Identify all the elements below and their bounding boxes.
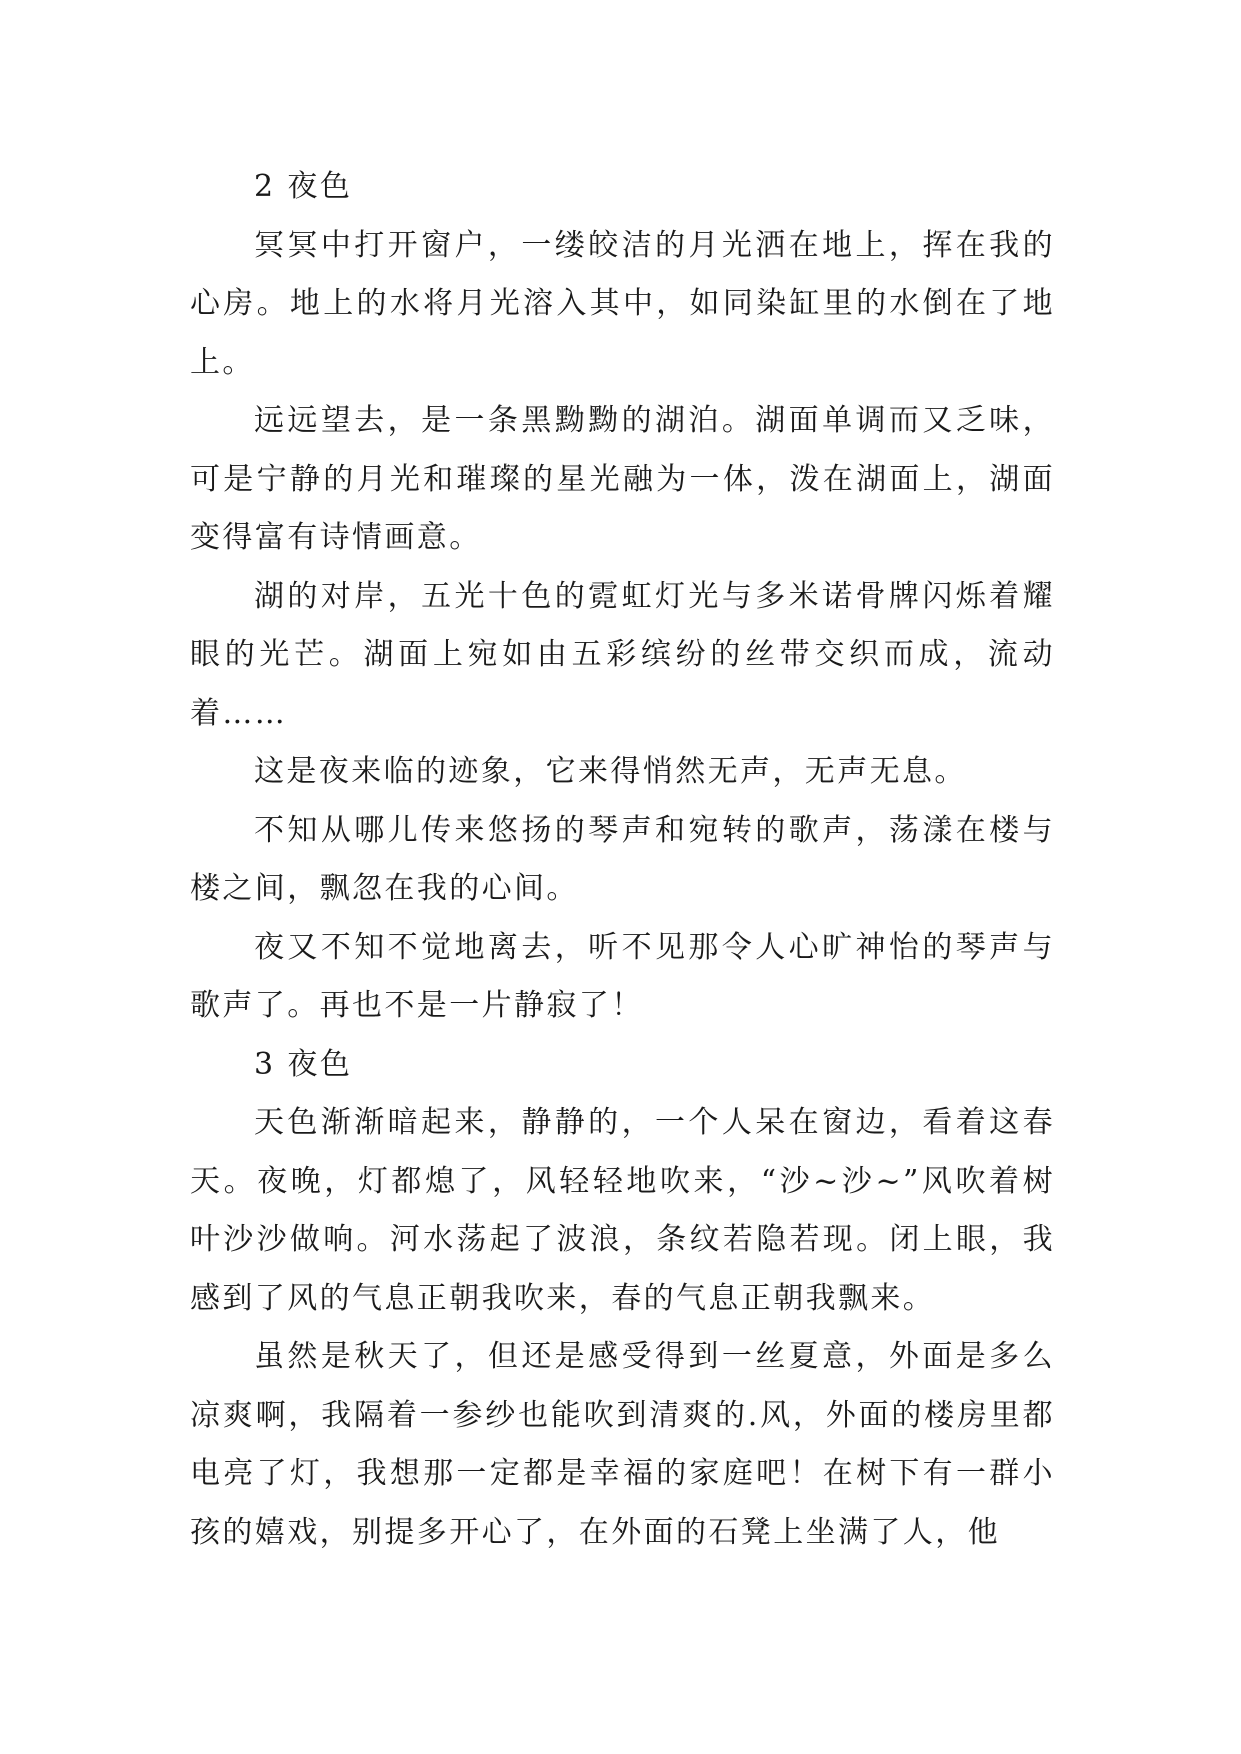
paragraph: 远远望去，是一条黑黝黝的湖泊。湖面单调而又乏味，可是宁静的月光和璀璨的星光融为一体，泼在湖面上，湖面变得富有诗情画意。 xyxy=(190,403,1055,555)
paragraph: 夜又不知不觉地离去，听不见那令人心旷神怡的琴声与歌声了。再也不是一片静寂了！ xyxy=(190,929,1055,1023)
paragraph: 湖的对岸，五光十色的霓虹灯光与多米诺骨牌闪烁着耀眼的光芒。湖面上宛如由五彩缤纷的丝带交织而成，流动着…… xyxy=(190,578,1055,731)
paragraph: 天色渐渐暗起来，静静的，一个人呆在窗边，看着这春天。夜晚，灯都熄了，风轻轻地吹来，“沙~沙~”风吹着树叶沙沙做响。河水荡起了波浪，条纹若隐若现。闭上眼，我感到了风的气息正朝我吹来，春的气息正朝我飘来。 xyxy=(190,1105,1055,1316)
section-heading-3: 3 夜色 xyxy=(254,1046,353,1082)
paragraph: 不知从哪儿传来悠扬的琴声和宛转的歌声，荡漾在楼与楼之间，飘忽在我的心间。 xyxy=(190,812,1055,906)
section-heading-2: 2 夜色 xyxy=(254,169,353,204)
paragraph: 这是夜来临的迹象，它来得悄然无声，无声无息。 xyxy=(254,754,967,789)
paragraph: 虽然是秋天了，但还是感受得到一丝夏意，外面是多么凉爽啊，我隔着一参纱也能吹到清爽的.风，外面的楼房里都电亮了灯，我想那一定都是幸福的家庭吧！在树下有一群小孩的嬉戏，别提多开心了，在外面的石凳上坐满了人，他 xyxy=(190,1339,1055,1550)
paragraph: 冥冥中打开窗户，一缕皎洁的月光洒在地上，挥在我的心房。地上的水将月光溶入其中，如同染缸里的水倒在了地上。 xyxy=(190,227,1055,380)
document-body xyxy=(190,158,1055,1562)
